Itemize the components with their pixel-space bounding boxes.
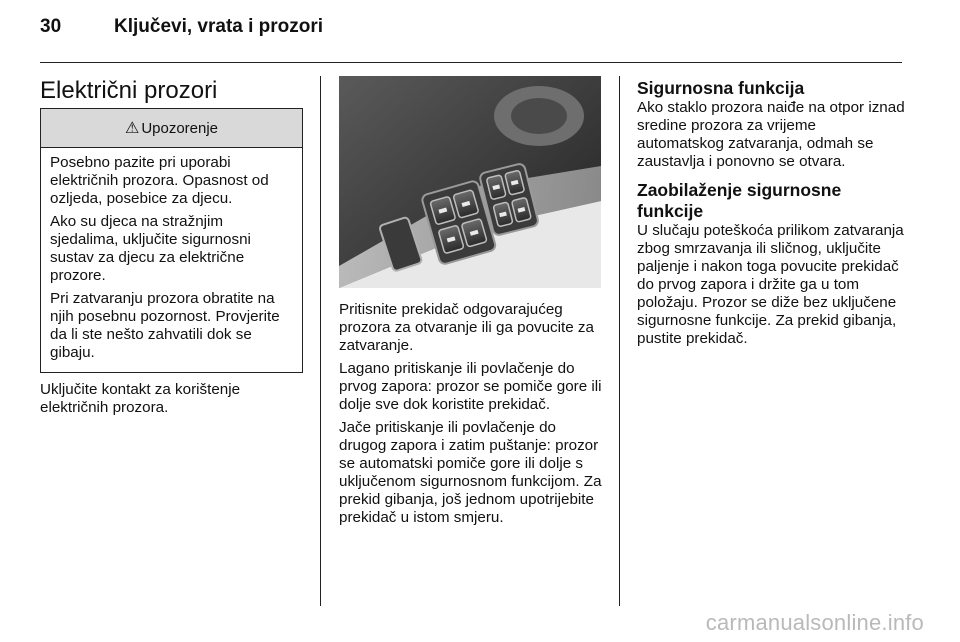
warning-triangle-icon: ⚠ — [124, 120, 140, 137]
column1-text — [40, 381, 302, 422]
window-switch-photo — [339, 76, 601, 288]
warning-paragraph: Posebno pazite pri uporabi električnih prozora. Opasnost od ozljeda, posebice za djecu. — [50, 154, 269, 207]
warning-box — [40, 108, 303, 373]
warning-paragraph: Pri zatvaranju prozora obratite na njih posebnu pozornost. Provjerite da li ste nešto zahvatili dok se gibaju. — [50, 290, 280, 361]
subheading-override-safety: Zaobilaženje sigurnosne funkcije — [637, 180, 842, 221]
watermark: carmanualsonline.info — [705, 610, 924, 635]
warning-label: Upozorenje — [141, 119, 219, 137]
header-rule — [40, 62, 902, 63]
body-paragraph: Lagano pritiskanje ili povlačenje do prvog zapora: prozor se pomiče gore ili dolje sve dok koristite prekidač. — [339, 360, 602, 413]
warning-header — [41, 109, 302, 148]
body-paragraph: Pritisnite prekidač odgovarajućeg prozora za otvaranje ili ga povucite za zatvaranje. — [339, 301, 594, 354]
page-number: 30 — [40, 16, 62, 37]
body-paragraph: U slučaju poteškoća prilikom zatvaranja zbog smrzavanja ili sličnog, uključite paljenje i nakon toga povucite prekidač do prvog zapora i držite ga u tom položaju. Prozor se diže bez uključene sigurnosne funkcije. Za prekid gibanja, pustite prekidač. — [637, 222, 904, 347]
running-head: Ključevi, vrata i prozori — [114, 16, 324, 37]
subheading-safety-function: Sigurnosna funkcija — [637, 78, 805, 98]
body-paragraph: Ako staklo prozora naiđe na otpor iznad sredine prozora za vrijeme automatskog zatvaranja, odmah se zaustavlja i ponovno se otvara. — [637, 99, 905, 170]
column-divider-left — [320, 76, 321, 606]
section-title: Električni prozori — [40, 77, 218, 104]
warning-body — [41, 148, 302, 362]
warning-paragraph: Ako su djeca na stražnjim sjedalima, uključite sigurnosni sustav za djecu za električne prozore. — [50, 213, 251, 284]
column-divider-right — [619, 76, 620, 606]
body-paragraph: Jače pritiskanje ili povlačenje do drugog zapora i zatim puštanje: prozor se automatski pomiče gore ili dolje s uključenom sigurnosnom funkcijom. Za prekid gibanja, još jednom upotrijebite prekidač u istom smjeru. — [339, 419, 602, 526]
column2-text — [339, 301, 605, 532]
column3 — [637, 78, 907, 353]
body-paragraph: Uključite kontakt za korištenje električnih prozora. — [40, 381, 241, 416]
